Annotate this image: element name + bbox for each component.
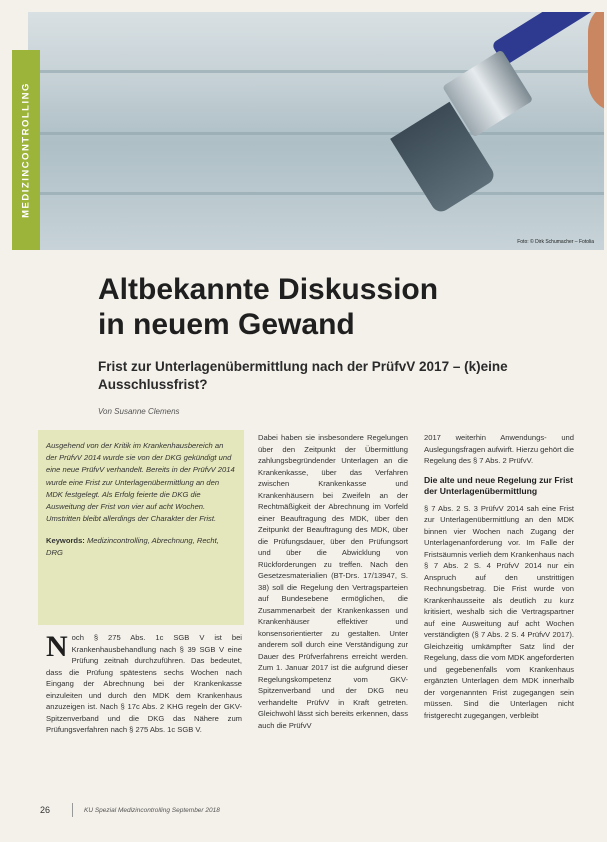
byline: Von Susanne Clemens bbox=[98, 407, 180, 416]
column-1-text: och § 275 Abs. 1c SGB V ist bei Krankenhausbehandlung nach § 39 SGB V eine Prüfung zeitnah durchzuführen. Das bedeutet, dass die Prüfung spätestens sechs Wochen nach Eingang der Abrechnung bei der Krankenkasse einzuleiten und durch den MDK dem Krankenhaus anzuzeigen ist. Nach § 17c Abs. 2 KHG regeln der GKV-Spitzenverband und die DKG das Nähere zum Prüfungsverfahren nach § 275 Abs. 1c SGB V. bbox=[46, 633, 242, 734]
body-column-2 bbox=[258, 432, 408, 731]
keywords-list: Medizincontrolling, Abrechnung, Recht, DRG bbox=[46, 536, 219, 558]
body-column-3 bbox=[424, 432, 574, 721]
header-photo bbox=[28, 12, 604, 250]
column-2-text: Dabei haben sie insbesondere Regelungen über den Zeitpunkt der Übermittlung zahlungsbegründender Unterlagen an die Krankenkasse, über das Verfahren zwischen Krankenkasse und Krankenhäusern bei Zweifeln an der Rechtmäßigkeit der Abrechnung im Vorfeld einer Beauftragung des MDK, über den Zeitpunkt der Beauftragung des MDK, über die Prüfungsdauer, über den Prüfungsort und über die Abwicklung von Rückforderungen zu treffen. Nach den Gesetzesmaterialien (BT-Drs. 17/13947, S. 38) soll die Regelung den Vertragsparteien auf Bundesebene ermöglichen, die Zusammenarbeit der Krankenkassen und Krankenhäuser effektiver und konsensorientierter zu gestalten. Unter anderem soll durch eine Verständigung zur Dauer des Prüfverfahrens erreicht werden. Zum 1. Januar 2017 ist die aufgrund dieser Regelungskompetenz vom GKV-Spitzenverband und der DKG neu verhandelte PrüfvV in Kraft getreten. Gleichwohl lässt sich bereits erkennen, dass auch die PrüfvV bbox=[258, 433, 408, 730]
footer-divider bbox=[72, 803, 73, 817]
hand-image bbox=[588, 12, 604, 112]
article-subtitle: Frist zur Unterlagenübermittlung nach der PrüfvV 2017 – (k)eine Ausschlussfrist? bbox=[98, 359, 508, 392]
column-3-text-a: 2017 weiterhin Anwendungs- und Auslegungsfragen aufwirft. Hierzu gehört die Regelung des § 7 Abs. 2 PrüfvV. bbox=[424, 433, 574, 465]
abstract-text: Ausgehend von der Kritik im Krankenhausbereich an der PrüfvV 2014 wurde sie von der DKG gekündigt und eine neue PrüfvV verhandelt. Bereits in der PrüfvV 2014 wurde eine Frist zur Unterlagenübermittlung an den MDK festgelegt. Als Erfolg feierte die DKG die Ausweitung der Frist von vier auf acht Wochen. Umstritten bleibt allerdings der Charakter der Frist. bbox=[46, 441, 235, 524]
section-heading: Die alte und neue Regelung zur Frist der Unterlagenübermittlung bbox=[424, 474, 573, 496]
column-3-text-b: § 7 Abs. 2 S. 3 PrüfvV 2014 sah eine Frist zur Unterlagenübermittlung an den MDK binnen vier Wochen nach Zugang der Unterlagenanforderung vor. Im Falle der Fristsäumnis verlieh dem Krankenhaus nach § 7 Abs. 2 S. 4 PrüfvV 2014 nur ein Anspruch auf den unstrittigen Rechnungsbetrag. Die Frist wurde von Krankenhausseite als deutlich zu kurz kritisiert, weshalb sich die Vertragspartner auf eine Ausweitung auf acht Wochen verständigten (§ 7 Abs. 2 S. 4 PrüfvV 2017). Gleichzeitig umkämpfter Satz lind der Regelung, dass die vom MDK angeforderten und gegebenenfalls vom Krankenhaus ergänzten Unterlagen dem MDK innerhalb der vorgenannten Frist zugegangen sein müssen. Sind die Unterlagen nicht fristgerecht zugegangen, verbleibt bbox=[424, 503, 574, 720]
keywords-label: Keywords: bbox=[46, 536, 85, 546]
title-line-2: in neuem Gewand bbox=[98, 308, 355, 341]
keywords bbox=[46, 535, 236, 559]
publication-name: KU Spezial Medizincontrolling September 2018 bbox=[84, 807, 220, 814]
title-line-1: Altbekannte Diskussion bbox=[98, 273, 439, 306]
photo-credit: Foto: © Dirk Schumacher – Fotolia bbox=[517, 239, 594, 245]
drop-cap: N bbox=[46, 630, 68, 663]
article-title bbox=[98, 272, 518, 342]
page-number: 26 bbox=[40, 805, 51, 815]
section-label: MEDIZINCONTROLLING bbox=[20, 82, 32, 218]
body-column-1 bbox=[46, 632, 242, 736]
abstract-box bbox=[38, 430, 244, 625]
